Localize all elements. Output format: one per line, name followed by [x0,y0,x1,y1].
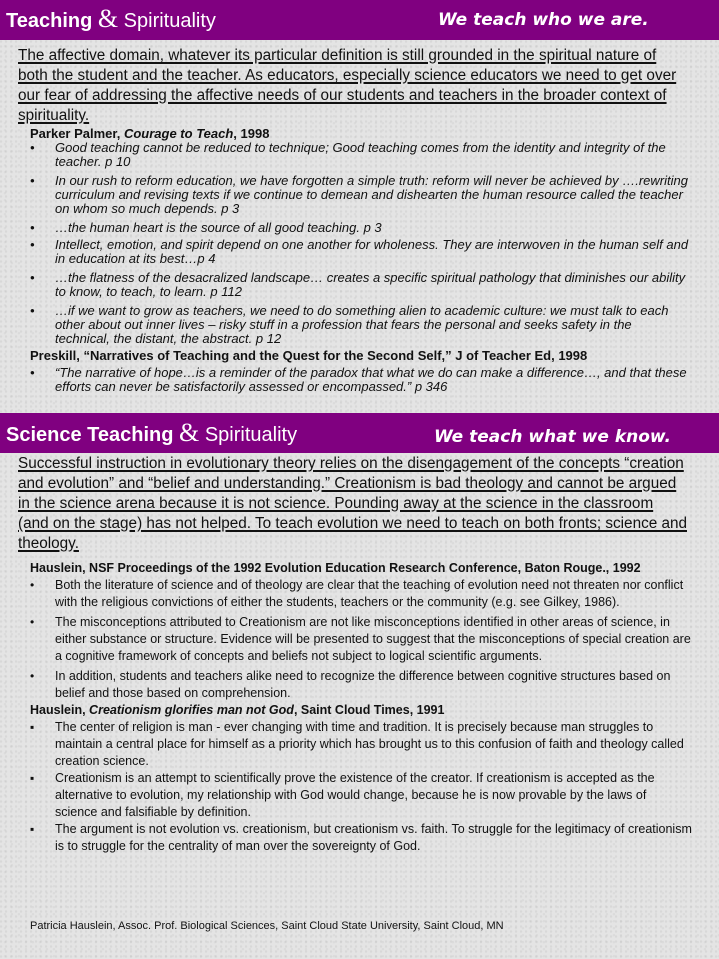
section1-references [30,127,690,394]
section1-title-word1: Teaching [6,10,93,32]
list-item: • The misconceptions attributed to Creationism are not like misconceptions identified in other areas of science, in either substance or structure. Evidence will be presented to suggest that the misconceptions of special creation are a cognitive framework of concepts and beliefs not subject to logical scientific arguments. [30,614,692,665]
hauslein-author: Hauslein, [30,703,90,717]
hauslein-1991-points [30,719,692,855]
preskill-citation: Preskill, “Narratives of Teaching and the Quest for the Second Self,” J of Teacher Ed, 1998 [30,348,588,363]
palmer-quotes [30,141,690,346]
hauslein-source: , Saint Cloud Times, 1991 [293,703,445,717]
section1-title-word2: Spirituality [123,10,216,32]
preskill-quotes [30,366,690,394]
section2-tagline: We teach what we know. [434,427,671,447]
list-item: • In addition, students and teachers alike need to recognize the difference between cognitive structures based on belief and those based on comprehension. [30,668,692,702]
section2-references [30,560,692,855]
section2-title-amp: & [179,418,200,447]
section2-banner [0,413,719,453]
list-item: ▪ Creationism is an attempt to scientifically prove the existence of the creator. If creationism is accepted as the alternative to evolution, my relationship with God would change, because he is now provable by the laws of science and falsifiable by definition. [30,770,692,821]
author-footer: Patricia Hauslein, Assoc. Prof. Biological Sciences, Saint Cloud State University, Saint Cloud, MN [30,920,504,932]
hauslein-work: Creationism glorifies man not God [89,703,294,717]
list-item: • Both the literature of science and of theology are clear that the teaching of evolution need not threaten nor conflict with the religious convictions of either the students, teachers or the community (e.g. see Gilkey, 1986). [30,577,692,611]
section2-title [6,418,297,448]
section1-title-amp: & [97,4,119,33]
list-item: • “The narrative of hope…is a reminder of the paradox that what we do can make a difference…, and that these efforts can never be satisfactorily assessed or encompassed.” p 346 [30,366,690,394]
section1-banner [0,0,719,40]
list-item: • Good teaching cannot be reduced to technique; Good teaching comes from the identity and integrity of the teacher. p 10 [30,141,690,169]
list-item: • …the human heart is the source of all good teaching. p 3 [30,221,690,235]
palmer-citation [30,127,690,141]
hauslein-1992-citation: Hauslein, NSF Proceedings of the 1992 Evolution Education Research Conference, Baton Rouge., 1992 [30,561,641,575]
section1-tagline: We teach who we are. [438,10,649,30]
list-item: • …if we want to grow as teachers, we need to do something alien to academic culture: we must talk to each other about out inner lives – risky stuff in a profession that fears the personal and seeks safety in the technical, the distant, the abstract. p 12 [30,304,690,346]
section2-title-word2: Spirituality [204,424,298,446]
section2-title-word1: Science Teaching [6,424,174,446]
list-item: ▪ The center of religion is man - ever changing with time and tradition. It is precisely because man struggles to maintain a central place for himself as a priority which has brought us to this confusion of faith and theology called creation science. [30,719,692,770]
palmer-year: , 1998 [233,126,270,141]
list-item: • Intellect, emotion, and spirit depend on one another for wholeness. They are interwoven in the human self and in education at its best…p 4 [30,238,690,266]
palmer-work: Courage to Teach [123,126,234,141]
palmer-author: Parker Palmer, [30,126,124,141]
section2-intro: Successful instruction in evolutionary theory relies on the disengagement of the concepts “creation and evolution” and “belief and understanding.” Creationism is bad theology and cannot be argued in the science arena because it is not science. Pounding away at the science in the classroom (and on the stage) has not helped. To teach evolution we need to teach on both fronts; science and theology. [18,455,687,552]
list-item: ▪ The argument is not evolution vs. creationism, but creationism vs. faith. To struggle for the legitimacy of creationism is to struggle for the centrality of man over the sovereignty of God. [30,821,692,855]
list-item: • …the flatness of the desacralized landscape… creates a specific spiritual pathology that diminishes our ability to know, to teach, to learn. p 112 [30,271,690,299]
list-item: • In our rush to reform education, we have forgotten a simple truth: reform will never be achieved by ….rewriting curriculum and revising texts if we continue to demean and dishearten the human resource called the teacher on whom so much depends. p 3 [30,174,690,216]
section1-intro: The affective domain, whatever its particular definition is still grounded in the spiritual nature of both the student and the teacher. As educators, especially science educators we need to get over our fear of addressing the affective needs of our students and teachers in the broader context of spirituality. [18,47,677,124]
hauslein-1991-citation [30,702,692,719]
hauslein-1992-points [30,577,692,702]
section1-title [6,4,216,34]
